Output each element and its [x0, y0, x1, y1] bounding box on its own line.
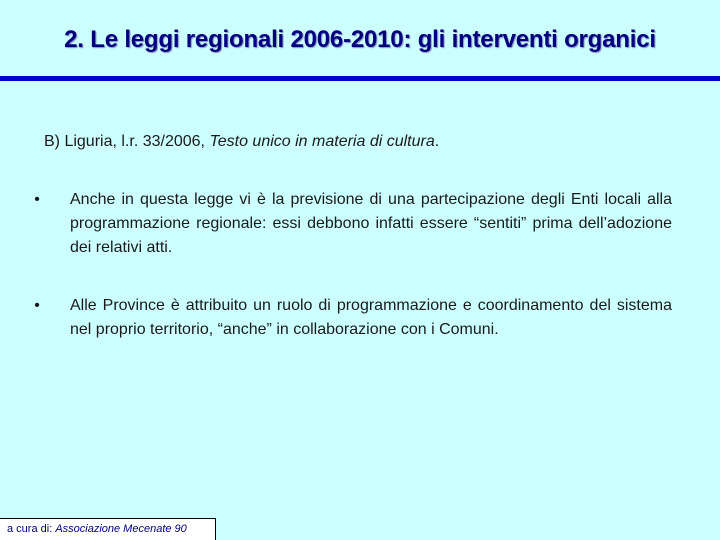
slide-title: 2. Le leggi regionali 2006-2010: gli interventi organici: [64, 26, 656, 53]
subtitle-suffix: .: [434, 133, 440, 150]
subtitle-law-title: Testo unico in materia di cultura: [209, 133, 435, 150]
bullet-item: [30, 294, 672, 342]
footer-organization: Associazione Mecenate 90: [55, 523, 187, 535]
bullet-text: Anche in questa legge vi è la previsione di una partecipazione degli Enti locali alla programmazione regionale: essi debbono infatti essere “sentiti” prima dell’adozione dei relativi atti.: [70, 191, 672, 256]
bullet-text: Alle Province è attribuito un ruolo di programmazione e coordinamento del sistema nel proprio territorio, “anche” in collaborazione con i Comuni.: [70, 297, 672, 338]
slide-subtitle: [44, 133, 684, 151]
bullet-icon: •: [34, 297, 40, 314]
footer-prefix: a cura di:: [7, 523, 56, 535]
subtitle-prefix: B) Liguria, l.r. 33/2006,: [44, 133, 210, 150]
bullet-item: [30, 188, 672, 260]
title-divider: [0, 76, 720, 81]
bullet-list: [30, 188, 672, 376]
footer-credit: [0, 518, 216, 540]
bullet-icon: •: [34, 191, 40, 208]
